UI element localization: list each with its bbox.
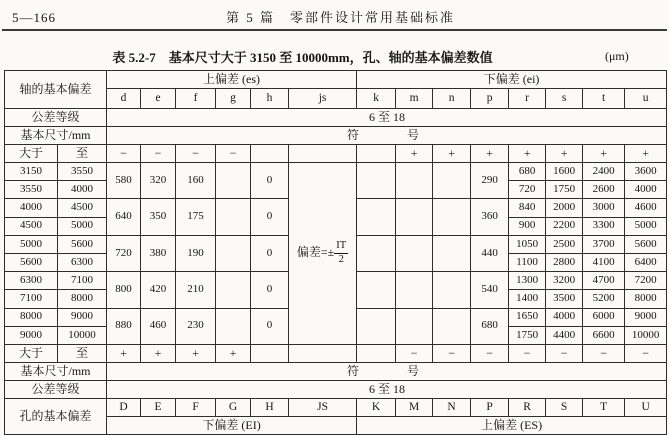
cell-g [216, 308, 251, 344]
col-letter-p: p [471, 89, 509, 109]
cell-s: 3500 [546, 290, 583, 308]
cell-m [396, 235, 433, 271]
cell-over: 3550 [5, 181, 58, 199]
cell-f: 160 [176, 163, 216, 199]
upper-deviation-ES-label: 上偏差 (ES) [357, 416, 667, 434]
cell-p: 680 [471, 308, 509, 344]
sign-top-t: + [583, 145, 625, 163]
sign-top-h [251, 145, 289, 163]
basic-size-label-bottom: 基本尺寸/mm [5, 362, 107, 380]
cell-e: 380 [141, 235, 176, 271]
cell-s: 2200 [546, 217, 583, 235]
col-letter-u: u [625, 89, 667, 109]
cell-u: 6400 [625, 253, 667, 271]
cell-u: 4600 [625, 199, 667, 217]
col-letter-T: T [583, 398, 625, 416]
cell-n [433, 199, 471, 235]
col-letter-js: js [289, 89, 357, 109]
sign-row-top [5, 145, 667, 163]
cell-g [216, 235, 251, 271]
cell-r: 1050 [509, 235, 546, 253]
cell-t: 2600 [583, 181, 625, 199]
cell-h: 0 [251, 308, 289, 344]
table-caption: 表 5.2-7 基本尺寸大于 3150 至 10000mm，孔、轴的基本偏差数值 [112, 49, 493, 65]
cell-s: 1600 [546, 163, 583, 181]
js-formula-prefix: 偏差=± [296, 245, 335, 260]
data-rows [5, 163, 667, 345]
col-letter-S: S [546, 398, 583, 416]
cell-to: 6300 [58, 253, 107, 271]
cell-r: 1100 [509, 253, 546, 271]
hole-basic-deviation-label: 孔的基本偏差 [5, 398, 107, 434]
cell-to: 3550 [58, 163, 107, 181]
cell-n [433, 308, 471, 344]
cell-h: 0 [251, 199, 289, 235]
cell-u: 5600 [625, 235, 667, 253]
cell-u: 8000 [625, 290, 667, 308]
deviation-table [4, 70, 667, 435]
cell-over: 5600 [5, 253, 58, 271]
over-label-bottom: 大于 [5, 344, 58, 362]
sign-row-bottom [5, 344, 667, 362]
fraction-denominator: 2 [338, 253, 344, 265]
sign-bottom-R: − [509, 344, 546, 362]
cell-s: 4000 [546, 308, 583, 326]
cell-d: 640 [107, 199, 141, 235]
cell-over: 4500 [5, 217, 58, 235]
col-letter-d: d [107, 89, 141, 109]
cell-s: 2500 [546, 235, 583, 253]
sign-bottom-K [357, 344, 396, 362]
col-letter-s: s [546, 89, 583, 109]
cell-s: 4400 [546, 326, 583, 344]
cell-h: 0 [251, 235, 289, 271]
col-letter-N: N [433, 398, 471, 416]
sign-bottom-N: − [433, 344, 471, 362]
sign-bottom-H [251, 344, 289, 362]
col-letter-r: r [509, 89, 546, 109]
tolerance-grade-label-top: 公差等级 [5, 109, 107, 127]
cell-r: 900 [509, 217, 546, 235]
cell-t: 5200 [583, 290, 625, 308]
grade-range-top: 6 至 18 [107, 109, 667, 127]
cell-t: 6000 [583, 308, 625, 326]
cell-t: 6600 [583, 326, 625, 344]
cell-h: 0 [251, 272, 289, 308]
cell-t: 4100 [583, 253, 625, 271]
col-letter-g: g [216, 89, 251, 109]
col-letter-k: k [357, 89, 396, 109]
cell-d: 580 [107, 163, 141, 199]
cell-e: 320 [141, 163, 176, 199]
cell-n [433, 163, 471, 199]
cell-m [396, 272, 433, 308]
cell-r: 680 [509, 163, 546, 181]
cell-u: 10000 [625, 326, 667, 344]
col-letter-m: m [396, 89, 433, 109]
cell-e: 350 [141, 199, 176, 235]
caption-row [0, 47, 669, 65]
sign-top-k [357, 145, 396, 163]
cell-p: 290 [471, 163, 509, 199]
sign-bottom-P: − [471, 344, 509, 362]
cell-to: 5000 [58, 217, 107, 235]
sign-bottom-D: + [107, 344, 141, 362]
upper-deviation-es-label: 上偏差 (es) [107, 71, 357, 89]
sign-top-d: − [107, 145, 141, 163]
col-letter-n: n [433, 89, 471, 109]
cell-u: 3600 [625, 163, 667, 181]
sign-top-g: − [216, 145, 251, 163]
cell-p: 540 [471, 272, 509, 308]
cell-to: 5600 [58, 235, 107, 253]
cell-f: 190 [176, 235, 216, 271]
chapter-header: 第 5 篇 零部件设计常用基础标准 [225, 10, 455, 25]
sign-top-n: + [433, 145, 471, 163]
cell-t: 2400 [583, 163, 625, 181]
cell-k [357, 308, 396, 344]
cell-to: 4000 [58, 181, 107, 199]
cell-e: 420 [141, 272, 176, 308]
cell-m [396, 308, 433, 344]
cell-d: 720 [107, 235, 141, 271]
col-letter-E: E [141, 398, 176, 416]
col-letter-H: H [251, 398, 289, 416]
grade-range-bottom: 6 至 18 [107, 380, 667, 398]
table-row [5, 163, 667, 181]
cell-k [357, 272, 396, 308]
col-letter-t: t [583, 89, 625, 109]
sign-top-m: + [396, 145, 433, 163]
basic-size-row-top [5, 127, 667, 145]
cell-r: 720 [509, 181, 546, 199]
col-letter-F: F [176, 398, 216, 416]
fraction-numerator: IT [334, 241, 348, 254]
unit-label: (μm) [605, 48, 629, 63]
cell-p: 360 [471, 199, 509, 235]
cell-d: 800 [107, 272, 141, 308]
header-rule [2, 29, 667, 31]
sign-bottom-JS [289, 344, 357, 362]
sign-top-u: + [625, 145, 667, 163]
cell-r: 1400 [509, 290, 546, 308]
sign-top-s: + [546, 145, 583, 163]
col-letter-JS: JS [289, 398, 357, 416]
tolerance-grade-row-bottom [5, 380, 667, 398]
col-letter-f: f [176, 89, 216, 109]
cell-u: 9000 [625, 308, 667, 326]
cell-t: 4700 [583, 272, 625, 290]
cell-r: 1650 [509, 308, 546, 326]
sign-bottom-U: − [625, 344, 667, 362]
sign-top-e: − [141, 145, 176, 163]
lower-deviation-EI-label: 下偏差 (EI) [107, 416, 357, 434]
symbol-label-bottom: 符 号 [107, 362, 667, 380]
cell-to: 10000 [58, 326, 107, 344]
cell-r: 1750 [509, 326, 546, 344]
lower-deviation-ei-label: 下偏差 (ei) [357, 71, 667, 89]
js-formula-fraction [334, 241, 348, 265]
page-header [0, 0, 669, 26]
cell-k [357, 199, 396, 235]
cell-u: 4000 [625, 181, 667, 199]
sign-bottom-M: − [396, 344, 433, 362]
cell-u: 7200 [625, 272, 667, 290]
hole-letters-row [5, 398, 667, 416]
shaft-basic-deviation-label: 轴的基本偏差 [5, 71, 107, 109]
col-letter-K: K [357, 398, 396, 416]
cell-g [216, 272, 251, 308]
col-letter-G: G [216, 398, 251, 416]
cell-t: 3300 [583, 217, 625, 235]
col-letter-h: h [251, 89, 289, 109]
cell-over: 8000 [5, 308, 58, 326]
cell-f: 210 [176, 272, 216, 308]
cell-s: 1750 [546, 181, 583, 199]
tolerance-grade-row-top [5, 109, 667, 127]
cell-f: 230 [176, 308, 216, 344]
cell-over: 3150 [5, 163, 58, 181]
cell-over: 4000 [5, 199, 58, 217]
cell-over: 7100 [5, 290, 58, 308]
cell-t: 3000 [583, 199, 625, 217]
tolerance-grade-label-bottom: 公差等级 [5, 380, 107, 398]
cell-r: 1300 [509, 272, 546, 290]
cell-g [216, 199, 251, 235]
cell-h: 0 [251, 163, 289, 199]
cell-n [433, 235, 471, 271]
cell-r: 840 [509, 199, 546, 217]
cell-g [216, 163, 251, 199]
cell-over: 6300 [5, 272, 58, 290]
col-letter-e: e [141, 89, 176, 109]
col-letter-U: U [625, 398, 667, 416]
col-letter-R: R [509, 398, 546, 416]
to-label-top: 至 [58, 145, 107, 163]
cell-k [357, 235, 396, 271]
cell-t: 3700 [583, 235, 625, 253]
sign-top-f: − [176, 145, 216, 163]
cell-e: 460 [141, 308, 176, 344]
cell-m [396, 163, 433, 199]
sign-top-r: + [509, 145, 546, 163]
sign-top-js [289, 145, 357, 163]
sign-bottom-T: − [583, 344, 625, 362]
cell-to: 9000 [58, 308, 107, 326]
col-letter-M: M [396, 398, 433, 416]
sign-bottom-G: + [216, 344, 251, 362]
cell-over: 9000 [5, 326, 58, 344]
page-number: 5—166 [12, 10, 56, 25]
cell-over: 5000 [5, 235, 58, 253]
sign-top-p: + [471, 145, 509, 163]
basic-size-row-bottom [5, 362, 667, 380]
cell-to: 7100 [58, 272, 107, 290]
sign-bottom-E: + [141, 344, 176, 362]
cell-m [396, 199, 433, 235]
cell-f: 175 [176, 199, 216, 235]
cell-k [357, 163, 396, 199]
sign-bottom-F: + [176, 344, 216, 362]
cell-u: 5000 [625, 217, 667, 235]
cell-s: 2000 [546, 199, 583, 217]
sign-bottom-S: − [546, 344, 583, 362]
cell-to: 4500 [58, 199, 107, 217]
cell-to: 8000 [58, 290, 107, 308]
cell-js-formula [289, 163, 357, 345]
cell-s: 3200 [546, 272, 583, 290]
cell-n [433, 272, 471, 308]
cell-p: 440 [471, 235, 509, 271]
to-label-bottom: 至 [58, 344, 107, 362]
header-deviation-kind-row [5, 71, 667, 89]
cell-s: 2800 [546, 253, 583, 271]
over-label-top: 大于 [5, 145, 58, 163]
col-letter-P: P [471, 398, 509, 416]
basic-size-label-top: 基本尺寸/mm [5, 127, 107, 145]
cell-d: 880 [107, 308, 141, 344]
symbol-label-top: 符 号 [107, 127, 667, 145]
col-letter-D: D [107, 398, 141, 416]
